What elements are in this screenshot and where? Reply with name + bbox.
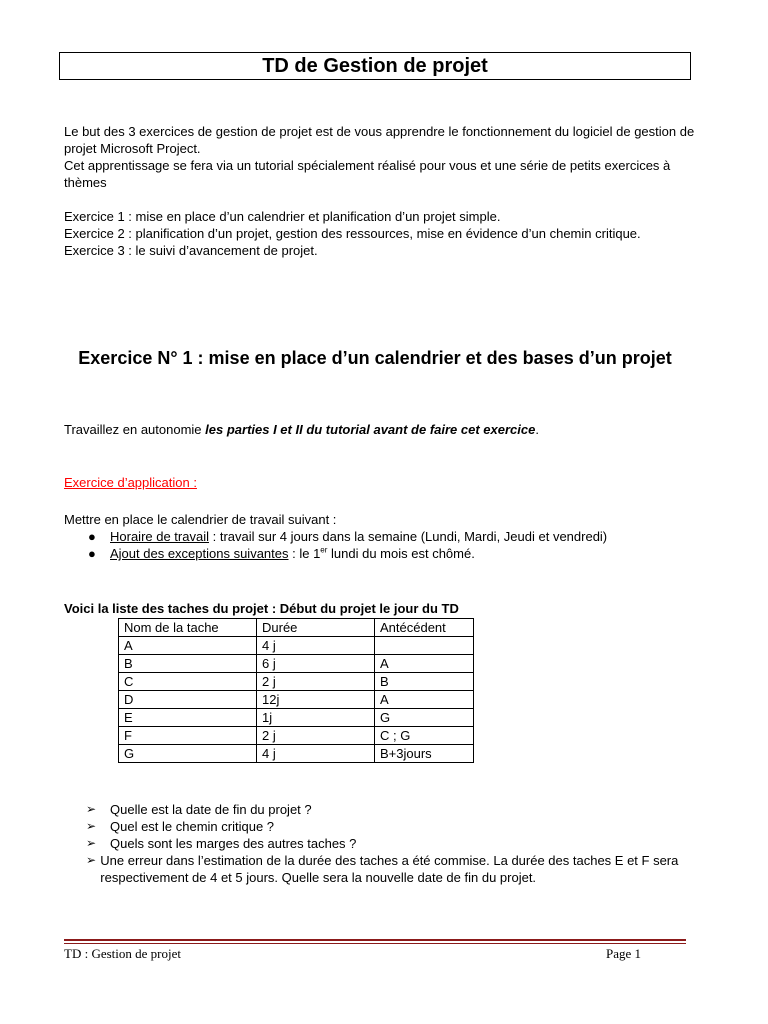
table-cell: G [119,745,257,763]
table-cell: D [119,691,257,709]
table-cell: 2 j [257,673,375,691]
table-row [119,673,474,691]
intro-paragraph-1: Le but des 3 exercices de gestion de projet est de vous apprendre le fonctionnement du logiciel de gestion de projet Microsoft Project. [64,124,695,156]
bullet-dot-icon: ● [88,529,96,544]
bullet-dot-icon: ● [88,546,96,561]
table-cell: 4 j [257,745,375,763]
table-cell: C [119,673,257,691]
exceptions-sup: er [320,545,328,555]
table-cell: F [119,727,257,745]
autonomy-instruction [64,421,704,438]
footer-page-number: Page 1 [606,946,642,961]
autonomy-prefix: Travaillez en autonomie [64,422,206,437]
calendar-intro: Mettre en place le calendrier de travail suivant : [64,512,337,527]
table-cell: 4 j [257,637,375,655]
footer-rule-thin [64,943,686,944]
table-cell: A [375,655,474,673]
bullet-exceptions [88,545,688,562]
arrow-bullet-icon: ➢ [86,836,97,850]
table-cell: B [375,673,474,691]
task-list-title: Voici la liste des taches du projet : Début du projet le jour du TD [64,601,459,616]
arrow-bullet-icon: ➢ [86,802,97,816]
table-header-cell: Antécédent [375,619,474,637]
bullet-work-hours [88,528,688,545]
intro-section [64,123,704,259]
table-row [119,637,474,655]
question-item [86,801,706,818]
table-row [119,691,474,709]
table-cell: 2 j [257,727,375,745]
table-cell: C ; G [375,727,474,745]
table-cell [375,637,474,655]
table-cell: A [375,691,474,709]
exceptions-text-a: : le 1 [288,546,321,561]
arrow-bullet-icon: ➢ [86,819,97,833]
table-row [119,709,474,727]
footer-rule-thick [64,939,686,941]
question-list [86,801,706,886]
table-row [119,727,474,745]
table-cell: 1j [257,709,375,727]
question-text: Une erreur dans l’estimation de la durée des taches a été commise. La durée des taches E et F sera respectivement de 4 et 5 jours. Quelle sera la nouvelle date de fin du projet. [100,853,679,885]
table-cell: 12j [257,691,375,709]
table-cell: A [119,637,257,655]
table-header-cell: Nom de la tache [119,619,257,637]
exercise-1-summary: Exercice 1 : mise en place d’un calendrier et planification d’un projet simple. [64,209,501,224]
work-hours-text: : travail sur 4 jours dans la semaine (Lundi, Mardi, Jeudi et vendredi) [209,529,608,544]
table-row [119,655,474,673]
arrow-bullet-icon: ➢ [86,853,97,867]
table-header-row [119,619,474,637]
exercise-3-summary: Exercice 3 : le suivi d’avancement de projet. [64,243,318,258]
autonomy-suffix: . [535,422,539,437]
question-item [86,852,706,886]
intro-paragraph-2: Cet apprentissage se fera via un tutorial spécialement réalisé pour vous et une série de petits exercices à thèmes [64,158,671,190]
question-item [86,818,706,835]
footer-document-name: TD : Gestion de projet [64,946,181,961]
exceptions-text-b: lundi du mois est chômé. [327,546,475,561]
table-cell: B [119,655,257,673]
exercise-2-summary: Exercice 2 : planification d’un projet, gestion des ressources, mise en évidence d’un chemin critique. [64,226,641,241]
task-table [118,618,474,763]
question-item [86,835,706,852]
document-title: TD de Gestion de projet [59,52,691,80]
exercise-1-heading: Exercice N° 1 : mise en place d’un calendrier et des bases d’un projet [78,348,672,368]
table-row [119,745,474,763]
table-cell: E [119,709,257,727]
question-text: Quelle est la date de fin du projet ? [110,802,312,817]
application-exercise-label: Exercice d’application : [64,475,197,490]
autonomy-emphasis: les parties I et II du tutorial avant de faire cet exercice [205,422,536,437]
table-cell: B+3jours [375,745,474,763]
exceptions-label: Ajout des exceptions suivantes [110,546,289,561]
question-text: Quels sont les marges des autres taches ? [110,836,357,851]
table-cell: G [375,709,474,727]
calendar-bullets [88,528,688,562]
work-hours-label: Horaire de travail [110,529,209,544]
table-cell: 6 j [257,655,375,673]
question-text: Quel est le chemin critique ? [110,819,275,834]
table-header-cell: Durée [257,619,375,637]
